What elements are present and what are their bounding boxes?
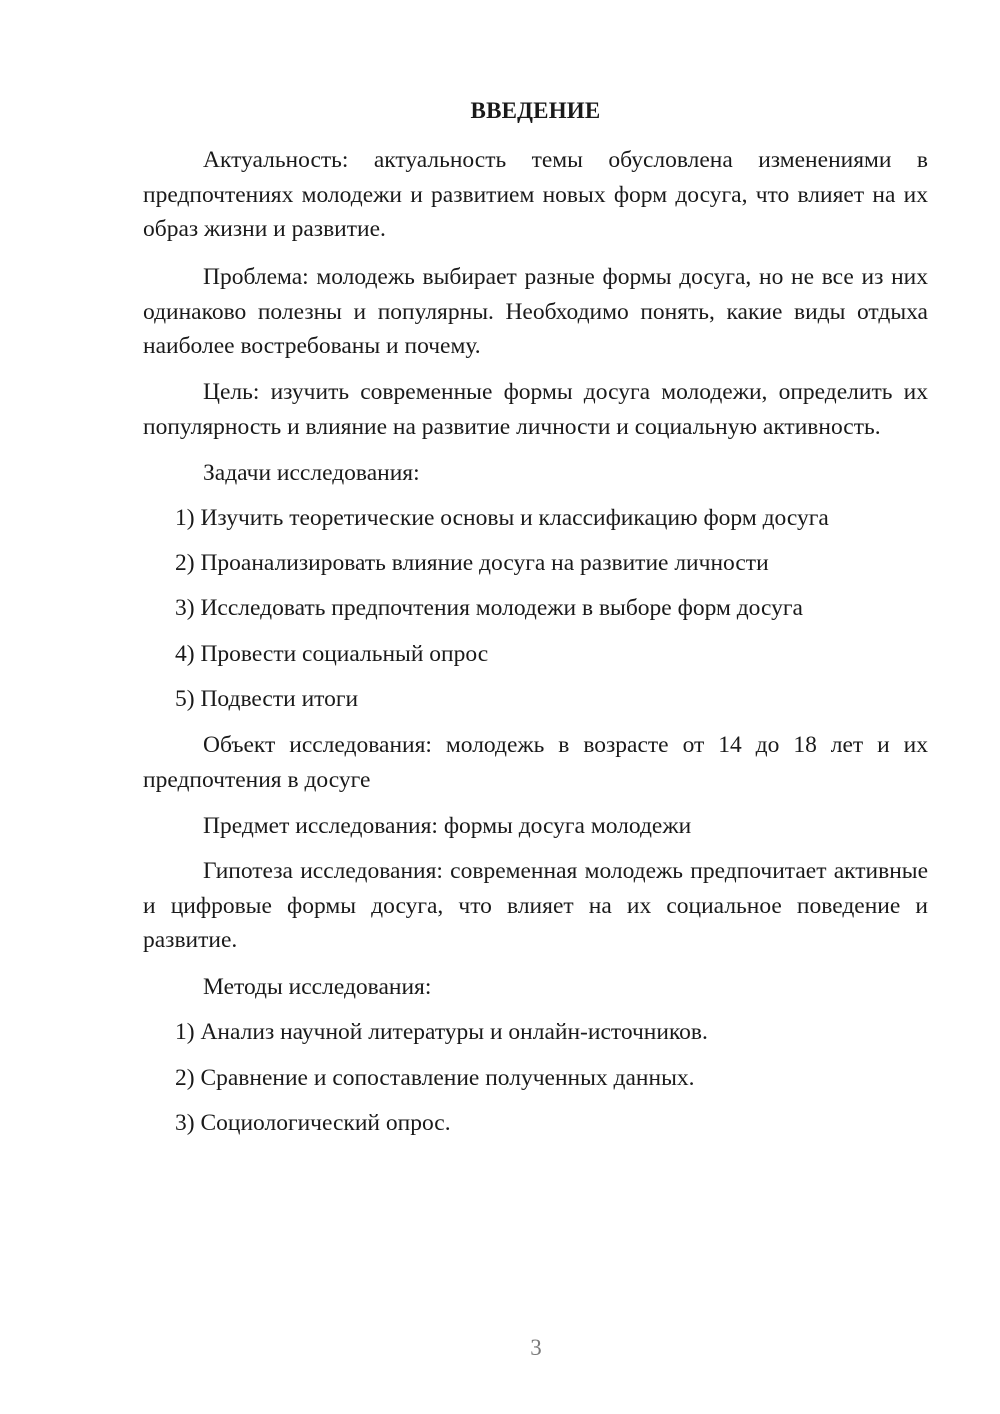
problem-paragraph: Проблема: молодежь выбирает разные формы досуга, но не все из них одинаково полезны и популярны. Необходимо понять, какие виды отдыха наиболее востребованы и почему. xyxy=(143,264,928,359)
task-item: 5) Подвести итоги xyxy=(175,686,359,712)
tasks-title: Задачи исследования: xyxy=(203,460,420,486)
task-item: 4) Провести социальный опрос xyxy=(175,641,489,667)
relevance-paragraph: Актуальность: актуальность темы обусловлена изменениями в предпочтениях молодежи и развитием новых форм досуга, что влияет на их образ жизни и развитие. xyxy=(143,147,928,242)
object-paragraph: Объект исследования: молодежь в возрасте от 14 до 18 лет и их предпочтения в досуге xyxy=(143,732,928,793)
task-item: 3) Исследовать предпочтения молодежи в выборе форм досуга xyxy=(175,595,803,621)
method-item: 3) Социологический опрос. xyxy=(175,1110,451,1136)
page-title: ВВЕДЕНИЕ xyxy=(470,98,601,123)
methods-title: Методы исследования: xyxy=(203,974,432,1000)
goal-paragraph: Цель: изучить современные формы досуга молодежи, определить их популярность и влияние на развитие личности и социальную активность. xyxy=(143,379,928,440)
page-number: 3 xyxy=(530,1335,542,1360)
hypothesis-paragraph: Гипотеза исследования: современная молодежь предпочитает активные и цифровые формы досуга, что влияет на их социальное поведение и развитие. xyxy=(143,858,928,953)
method-item: 1) Анализ научной литературы и онлайн-источников. xyxy=(175,1019,708,1045)
method-item: 2) Сравнение и сопоставление полученных данных. xyxy=(175,1065,695,1091)
subject-paragraph: Предмет исследования: формы досуга молодежи xyxy=(203,813,692,839)
task-item: 1) Изучить теоретические основы и классификацию форм досуга xyxy=(175,505,829,531)
task-item: 2) Проанализировать влияние досуга на развитие личности xyxy=(175,550,769,576)
